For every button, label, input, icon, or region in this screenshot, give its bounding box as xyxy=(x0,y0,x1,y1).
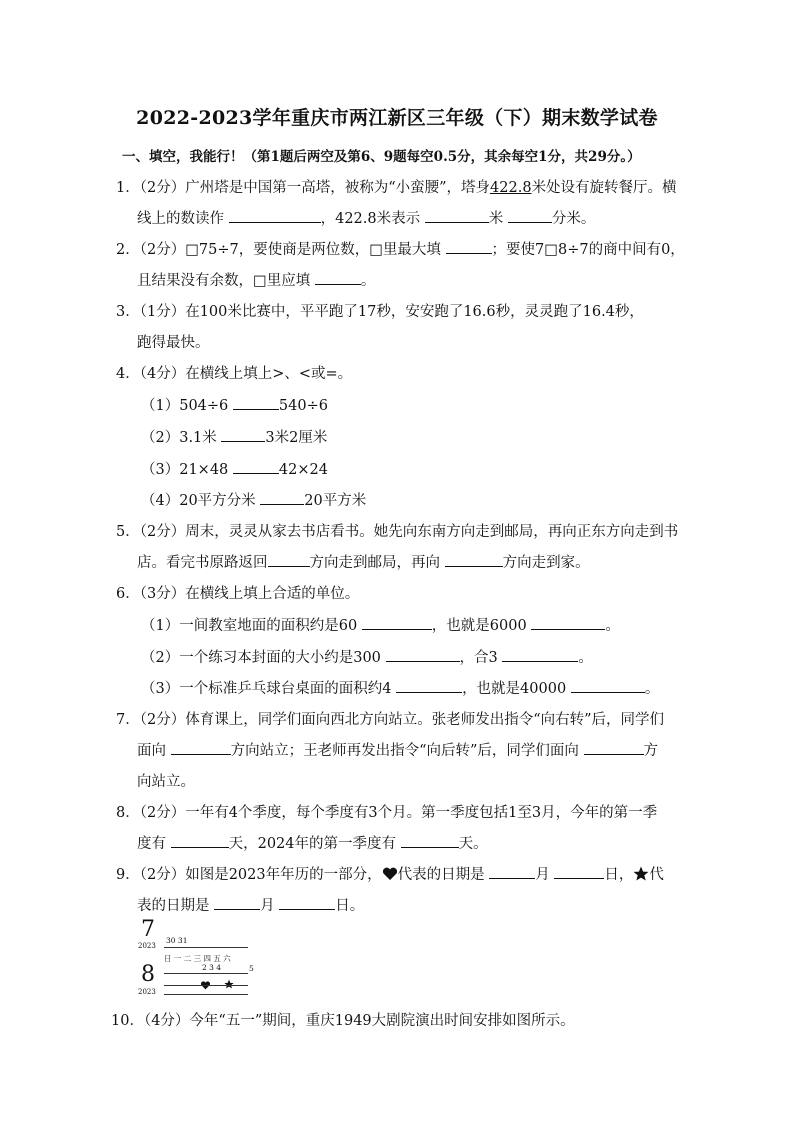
answer-blank[interactable] xyxy=(171,833,229,848)
question-4-prompt: 4．（4分）在横线上填上>、<或=。 xyxy=(116,366,353,382)
question-10-line-1: 10．（4分）今年“五一”期间，重庆1949大剧院演出时间安排如图所示。 xyxy=(111,1013,575,1029)
star-icon xyxy=(633,866,649,885)
question-4-item-2: （2）3.1米 3米2厘米 xyxy=(141,426,327,447)
answer-blank[interactable] xyxy=(531,615,605,630)
page-title: 2022-2023学年重庆市两江新区三年级（下）期末数学试卷 xyxy=(136,107,658,129)
question-5-line-1: 5．（2分）周末，灵灵从家去书店看书。她先向东南方向走到邮局，再向正东方向走到书 xyxy=(116,524,679,540)
calendar-row: 30 31 xyxy=(166,936,188,945)
answer-blank[interactable] xyxy=(508,208,552,223)
answer-blank[interactable] xyxy=(229,208,321,223)
heart-icon xyxy=(382,867,398,885)
answer-blank[interactable] xyxy=(502,647,578,662)
answer-blank[interactable] xyxy=(214,895,260,910)
question-8-line-1: 8．（2分）一年有4个季度，每个季度有3个月。第一季度包括1至3月，今年的第一季 xyxy=(116,805,658,821)
calendar-divider xyxy=(164,947,248,948)
answer-blank[interactable] xyxy=(401,833,459,848)
answer-blank[interactable] xyxy=(362,615,432,630)
question-8-line-2: 度有 天，2024年的第一季度有 天。 xyxy=(137,832,488,853)
answer-blank[interactable] xyxy=(571,678,645,693)
calendar-month-august: 8 xyxy=(141,962,155,987)
answer-blank[interactable] xyxy=(554,864,604,879)
calendar-weekdays: 日 一 二 三 四 五 六 xyxy=(164,954,231,963)
question-1-line-1: 1．（2分）广州塔是中国第一高塔，被称为“小蛮腰”，塔身422.8米处设有旋转餐厅。横 xyxy=(116,180,677,196)
answer-blank[interactable] xyxy=(386,647,460,662)
calendar-row: 2 3 4 xyxy=(202,963,222,972)
answer-blank[interactable] xyxy=(315,270,361,285)
question-3-line-2: 跑得最快。 xyxy=(137,335,210,351)
question-5-line-2: 店。看完书原路返回 方向走到邮局，再向 方向走到家。 xyxy=(137,551,590,572)
question-7-line-3: 向站立。 xyxy=(137,774,195,790)
calendar-divider xyxy=(164,973,248,974)
calendar-month-july: 7 xyxy=(141,917,155,942)
answer-blank[interactable] xyxy=(584,740,644,755)
question-6-item-1: （1）一间教室地面的面积约是60 ，也就是6000 。 xyxy=(141,614,620,635)
question-2-line-2: 且结果没有余数，□里应填 。 xyxy=(137,269,375,290)
question-3-line-1: 3．（1分）在100米比赛中，平平跑了17秒，安安跑了16.6秒，灵灵跑了16.4秒， xyxy=(116,304,644,320)
question-1-line-2: 线上的数读作 ，422.8米表示 米 分米。 xyxy=(137,207,595,228)
calendar-year: 2023 xyxy=(138,942,156,950)
question-6-item-3: （3）一个标准乒乓球台桌面的面积约4 ，也就是40000 。 xyxy=(141,677,659,698)
calendar-divider xyxy=(164,985,248,986)
answer-blank[interactable] xyxy=(268,552,310,567)
answer-blank[interactable] xyxy=(396,678,462,693)
question-7-line-2: 面向 方向站立；王老师再发出指令“向后转”后，同学们面向 方 xyxy=(137,739,658,760)
answer-blank[interactable] xyxy=(260,490,304,505)
answer-blank[interactable] xyxy=(233,395,279,410)
answer-blank[interactable] xyxy=(171,740,231,755)
answer-blank[interactable] xyxy=(425,208,489,223)
answer-blank[interactable] xyxy=(489,864,535,879)
question-4-item-4: （4）20平方分米 20平方米 xyxy=(141,489,366,510)
question-6-prompt: 6．（3分）在横线上填上合适的单位。 xyxy=(116,586,360,602)
question-9-line-2: 表的日期是 月 日。 xyxy=(137,894,364,915)
calendar-year: 2023 xyxy=(138,988,156,996)
calendar-divider xyxy=(164,994,248,995)
answer-blank[interactable] xyxy=(233,459,279,474)
star-icon xyxy=(224,974,234,993)
section-heading: 一、填空，我能行！（第1题后两空及第6、9题每空0.5分，其余每空1分，共29分。） xyxy=(122,149,641,165)
question-9-line-1: 9．（2分）如图是2023年年历的一部分， 代表的日期是 月 日， 代 xyxy=(116,863,664,885)
answer-blank[interactable] xyxy=(446,239,492,254)
calendar-row: 5 xyxy=(249,964,254,973)
answer-blank[interactable] xyxy=(221,427,265,442)
question-4-item-1: （1）504÷6 540÷6 xyxy=(141,394,328,415)
calendar-figure xyxy=(136,917,276,1000)
question-4-item-3: （3）21×48 42×24 xyxy=(141,458,328,479)
answer-blank[interactable] xyxy=(279,895,335,910)
answer-blank[interactable] xyxy=(445,552,503,567)
question-7-line-1: 7．（2分）体育课上，同学们面向西北方向站立。张老师发出指令“向右转”后，同学们 xyxy=(116,712,665,728)
question-2-line-1: 2．（2分）□75÷7，要使商是两位数，□里最大填 ；要使7□8÷7的商中间有0， xyxy=(116,238,685,259)
question-6-item-2: （2）一个练习本封面的大小约是300 ，合3 。 xyxy=(141,646,593,667)
